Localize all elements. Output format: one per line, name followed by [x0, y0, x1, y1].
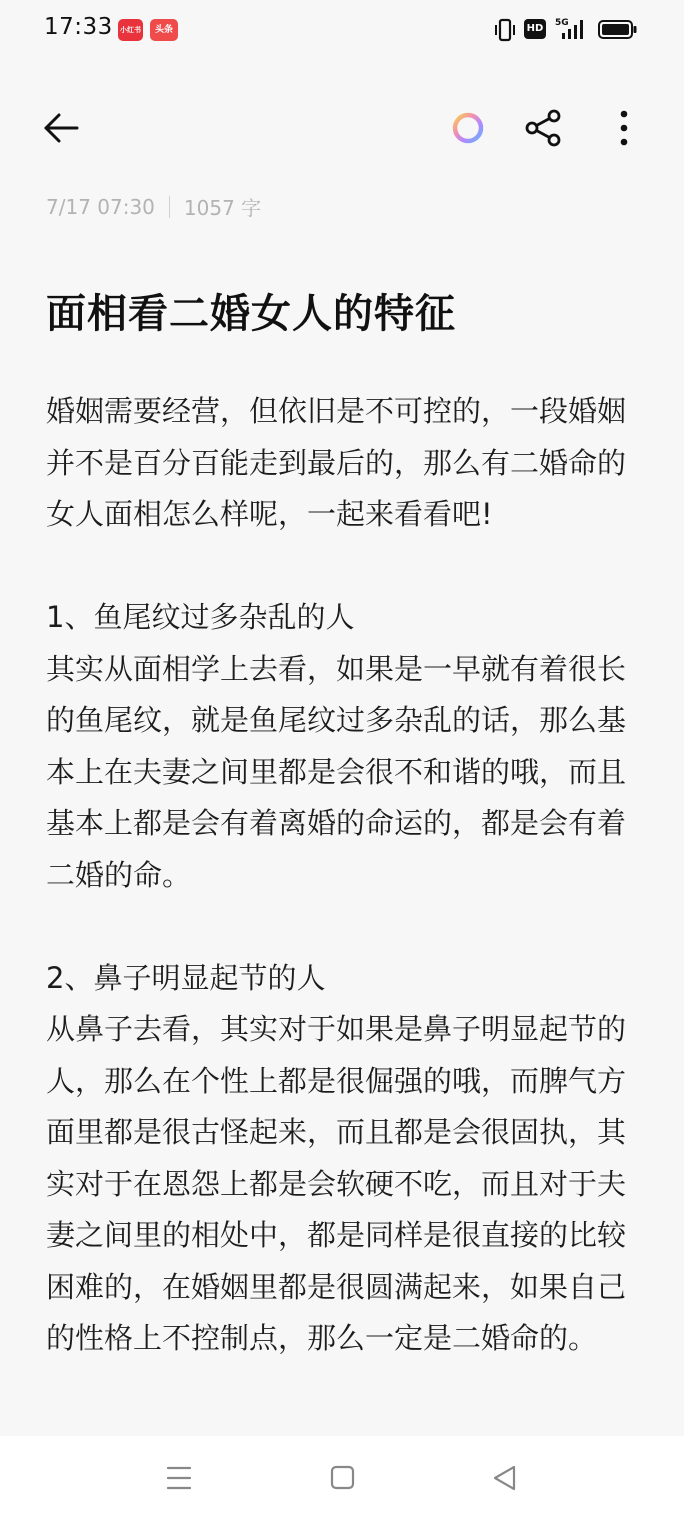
battery-icon	[598, 16, 638, 44]
more-vertical-icon	[596, 100, 652, 156]
paragraph-section-2: 从鼻子去看，其实对于如果是鼻子明显起节的人，那么在个性上都是很倔强的哦，而脾气方面里都是很古怪起来，而且都是会很固执，其实对于在恩怨上都是会软硬不吃，而且对于夫妻之间里的相处中，都是同样是很直接的比较困难的，在婚姻里都是很圆满起来，如果自己的性格上不控制点，那么一定是二婚命的。	[46, 1012, 627, 1355]
note-title[interactable]: 面相看二婚女人的特征	[46, 291, 456, 337]
back-button[interactable]	[34, 100, 90, 156]
home-square-icon	[318, 1456, 366, 1500]
paragraph-intro: 婚姻需要经营，但依旧是不可控的，一段婚姻并不是百分百能走到最后的，那么有二婚命的女人面相怎么样呢，一起来看看吧!	[46, 394, 627, 531]
theme-button[interactable]	[440, 100, 496, 156]
arrow-left-icon	[34, 100, 90, 156]
blank-line	[46, 901, 646, 953]
note-date: 7/17 07:30	[46, 194, 155, 219]
status-icons	[494, 16, 644, 44]
svg-text:5G: 5G	[555, 18, 569, 28]
toolbar	[0, 90, 684, 166]
vibrate-icon	[494, 16, 516, 44]
xiaohongshu-badge-icon: 小红书	[118, 19, 143, 41]
navigation-bar	[0, 1436, 684, 1520]
signal-5g-icon	[554, 16, 586, 44]
back-triangle-icon	[481, 1456, 529, 1500]
status-time: 17:33	[44, 14, 113, 40]
paragraph-section-1: 其实从面相学上去看，如果是一早就有着很长的鱼尾纹，就是鱼尾纹过多杂乱的话，那么基本上在夫妻之间里都是会很不和谐的哦，而且基本上都是会有着离婚的命运的，都是会有着二婚的命。	[46, 651, 627, 892]
home-button[interactable]	[318, 1456, 366, 1500]
nav-back-button[interactable]	[481, 1456, 529, 1500]
status-bar	[0, 0, 684, 62]
note-meta	[46, 192, 261, 221]
blank-line	[46, 541, 646, 593]
more-options-button[interactable]	[596, 100, 652, 156]
section-heading-2: 2、鼻子明显起节的人	[46, 960, 326, 995]
meta-divider	[169, 196, 170, 218]
section-heading-1: 1、鱼尾纹过多杂乱的人	[46, 600, 355, 634]
toutiao-badge-icon: 头条	[150, 19, 178, 41]
note-body[interactable]	[46, 386, 646, 1365]
note-word-count: 1057 字	[183, 196, 262, 220]
share-button[interactable]	[516, 100, 572, 156]
hd-icon: HD	[524, 19, 546, 39]
recent-apps-button[interactable]	[155, 1456, 203, 1500]
share-icon	[516, 100, 572, 156]
menu-icon	[155, 1456, 203, 1500]
color-ring-icon	[440, 100, 496, 156]
